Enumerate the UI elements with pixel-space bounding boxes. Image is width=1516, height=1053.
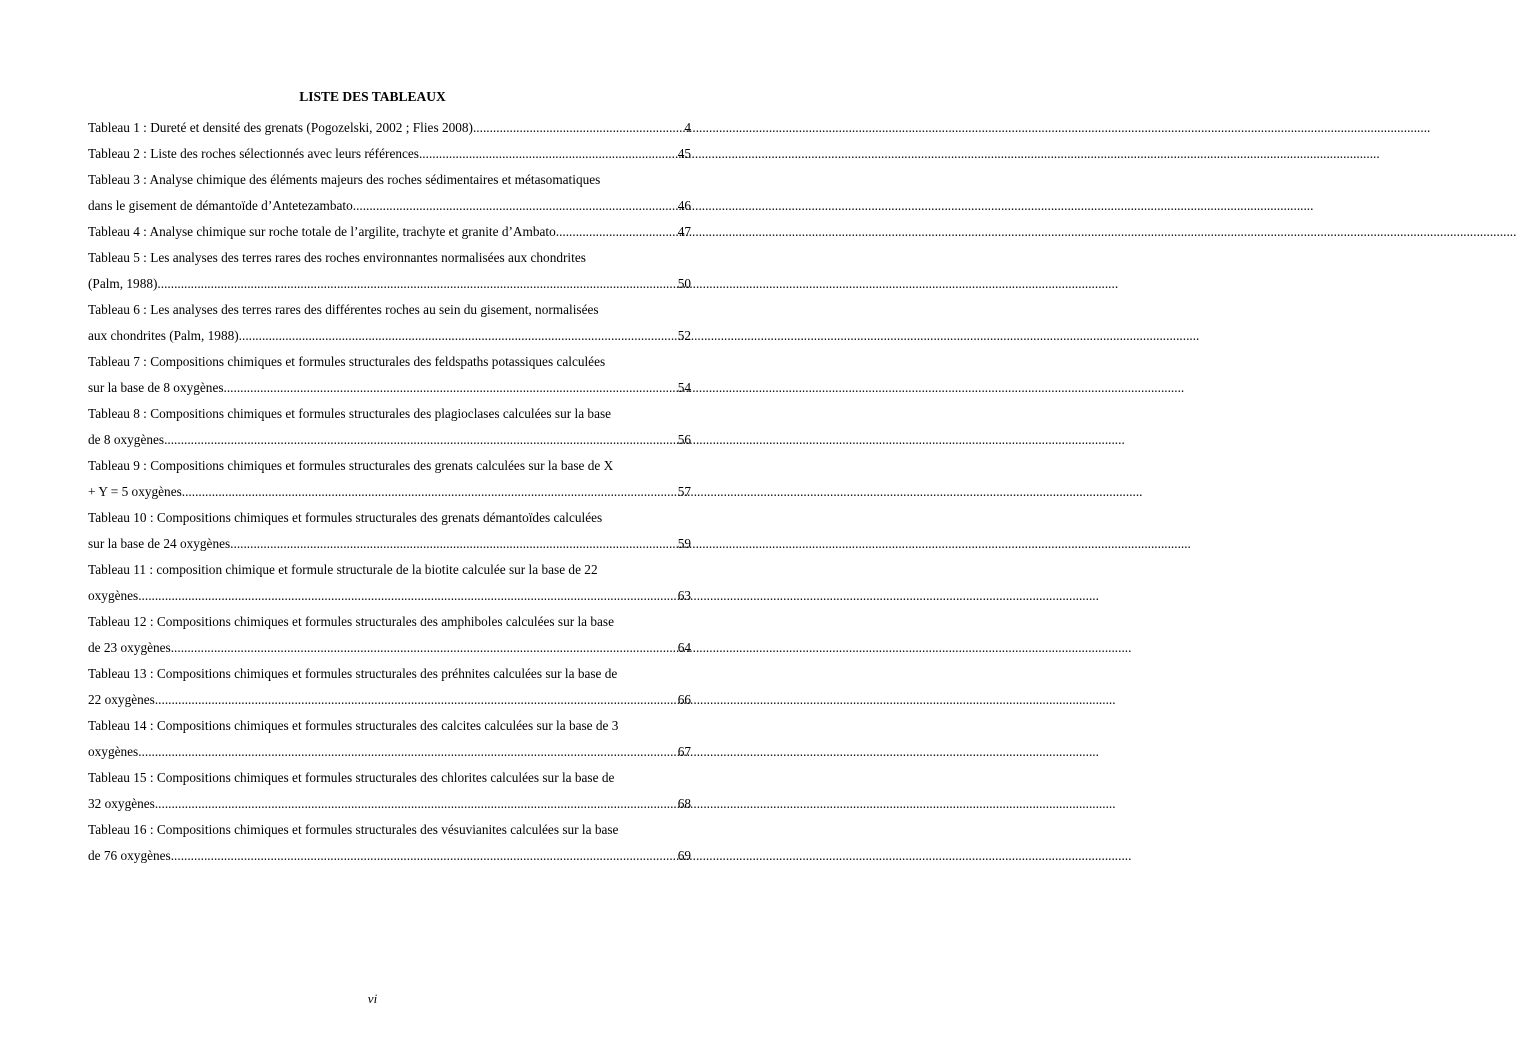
toc-entry-line [88, 713, 691, 739]
toc-entry[interactable] [88, 609, 691, 661]
dot-leader [234, 531, 678, 557]
toc-entry-line [88, 557, 691, 583]
toc-entry[interactable] [88, 713, 691, 765]
toc-entry-line [88, 271, 691, 297]
toc-entry-text: + Y = 5 oxygènes. [88, 484, 186, 499]
toc-entry-line [88, 817, 691, 843]
toc-page-number: 69 [677, 848, 691, 863]
toc-entry-text: 32 oxygènes. [88, 796, 159, 811]
dot-leader [161, 271, 678, 297]
dot-leader [559, 219, 678, 245]
dot-leader [167, 427, 677, 453]
toc-entry[interactable] [88, 167, 691, 219]
toc-entry[interactable] [88, 505, 691, 557]
toc-entry-line [88, 609, 691, 635]
dot-leader [174, 843, 678, 869]
toc-entry-line [88, 635, 691, 661]
toc-entry-line [88, 505, 691, 531]
toc-entry-line [88, 297, 691, 323]
toc-entry[interactable] [88, 557, 691, 609]
toc-entry-line [88, 531, 691, 557]
dot-leader [422, 141, 677, 167]
toc-page-number: 54 [677, 380, 691, 395]
toc-entry-line [88, 115, 691, 141]
toc-entry-text: aux chondrites (Palm, 1988). [88, 328, 242, 343]
dot-leader [158, 687, 678, 713]
toc-page-number: 64 [677, 640, 691, 655]
dot-leader [242, 323, 678, 349]
dot-leader [185, 479, 678, 505]
toc-entry[interactable] [88, 219, 691, 245]
toc-page-number: 4 [684, 120, 691, 135]
toc-entry-text: Tableau 4 : Analyse chimique sur roche totale de l’argilite, trachyte et granite d’Ambato. [88, 224, 560, 239]
toc-page-number: 50 [677, 276, 691, 291]
toc-entry-line [88, 453, 691, 479]
toc-entry-line [88, 375, 691, 401]
toc-entry-text: Tableau 13 : Compositions chimiques et formules structurales des préhnites calculées sur la base de [88, 666, 618, 681]
toc-entry-text: Tableau 5 : Les analyses des terres rares des roches environnantes normalisées aux chondrites [88, 250, 586, 265]
toc-entry-text: Tableau 16 : Compositions chimiques et formules structurales des vésuvianites calculées sur la base [88, 822, 619, 837]
toc-entry-text: Tableau 3 : Analyse chimique des éléments majeurs des roches sédimentaires et métasomatiques [88, 172, 601, 187]
toc-entry-text: Tableau 6 : Les analyses des terres rares des différentes roches au sein du gisement, normalisées [88, 302, 599, 317]
dot-leader [356, 193, 678, 219]
toc-entry[interactable] [88, 349, 691, 401]
toc-entry-line [88, 245, 691, 271]
toc-entry[interactable] [88, 453, 691, 505]
toc-entry-line [88, 479, 691, 505]
toc-page-number: 45 [677, 146, 691, 161]
toc-entry-line [88, 219, 691, 245]
document-page [0, 0, 745, 1053]
toc-entry-text: Tableau 7 : Compositions chimiques et formules structurales des feldspaths potassiques calculées [88, 354, 606, 369]
toc-entry-line [88, 349, 691, 375]
dot-leader [142, 739, 678, 765]
toc-entry-line [88, 167, 691, 193]
toc-entry[interactable] [88, 817, 691, 869]
dot-leader [473, 115, 684, 141]
toc-entry-text: Tableau 12 : Compositions chimiques et formules structurales des amphiboles calculées sur la base [88, 614, 615, 629]
toc-page-number: 66 [677, 692, 691, 707]
toc-page-number: 56 [677, 432, 691, 447]
toc-entry-line [88, 141, 691, 167]
toc-entry-text: Tableau 1 : Dureté et densité des grenats (Pogozelski, 2002 ; Flies 2008) [88, 120, 473, 135]
toc-entry-text: Tableau 9 : Compositions chimiques et formules structurales des grenats calculées sur la base de X [88, 458, 614, 473]
table-list [88, 115, 691, 869]
toc-entry-line [88, 661, 691, 687]
toc-entry-text: oxygènes. [88, 744, 142, 759]
toc-page-number: 67 [677, 744, 691, 759]
toc-entry-line [88, 583, 691, 609]
page-number: vi [367, 991, 378, 1006]
dot-leader [142, 583, 678, 609]
toc-entry-line [88, 843, 691, 869]
toc-entry-text: sur la base de 24 oxygènes. [88, 536, 234, 551]
toc-entry[interactable] [88, 661, 691, 713]
toc-entry[interactable] [88, 115, 691, 141]
toc-page-number: 52 [677, 328, 691, 343]
toc-entry-text: (Palm, 1988). [88, 276, 161, 291]
toc-page-number: 63 [677, 588, 691, 603]
toc-entry[interactable] [88, 297, 691, 349]
toc-page-number: 46 [677, 198, 691, 213]
page-title: LISTE DES TABLEAUX [299, 89, 446, 104]
dot-leader [158, 791, 678, 817]
toc-entry-line [88, 193, 691, 219]
toc-entry-text: de 23 oxygènes. [88, 640, 175, 655]
toc-entry-text: Tableau 8 : Compositions chimiques et formules structurales des plagioclases calculées sur la base [88, 406, 612, 421]
toc-entry-text: 22 oxygènes. [88, 692, 159, 707]
toc-entry-line [88, 739, 691, 765]
dot-leader [227, 375, 678, 401]
toc-entry[interactable] [88, 245, 691, 297]
toc-entry-text: Tableau 15 : Compositions chimiques et formules structurales des chlorites calculées sur la base de [88, 770, 615, 785]
toc-entry-text: Tableau 14 : Compositions chimiques et formules structurales des calcites calculées sur la base de 3 [88, 718, 619, 733]
toc-page-number: 47 [677, 224, 691, 239]
toc-entry-text: oxygènes. [88, 588, 142, 603]
toc-entry-line [88, 765, 691, 791]
toc-page-number: 57 [677, 484, 691, 499]
toc-entry-text: Tableau 2 : Liste des roches sélectionnés avec leurs références. [88, 146, 423, 161]
dot-leader [174, 635, 678, 661]
toc-page-number: 59 [677, 536, 691, 551]
toc-entry-line [88, 323, 691, 349]
toc-entry-text: de 8 oxygènes. [88, 432, 168, 447]
toc-entry-text: de 76 oxygènes. [88, 848, 175, 863]
toc-entry-line [88, 687, 691, 713]
toc-entry[interactable] [88, 765, 691, 817]
toc-entry-line [88, 427, 691, 453]
toc-entry-text: Tableau 11 : composition chimique et formule structurale de la biotite calculée sur la base de 22 [88, 562, 598, 577]
toc-entry[interactable] [88, 141, 691, 167]
toc-entry-line [88, 401, 691, 427]
toc-entry-text: dans le gisement de démantoïde d’Antetezambato. [88, 198, 357, 213]
toc-entry-text: sur la base de 8 oxygènes. [88, 380, 227, 395]
toc-entry-text: Tableau 10 : Compositions chimiques et formules structurales des grenats démantoïdes calculées [88, 510, 603, 525]
toc-entry[interactable] [88, 401, 691, 453]
toc-page-number: 68 [677, 796, 691, 811]
toc-entry-line [88, 791, 691, 817]
